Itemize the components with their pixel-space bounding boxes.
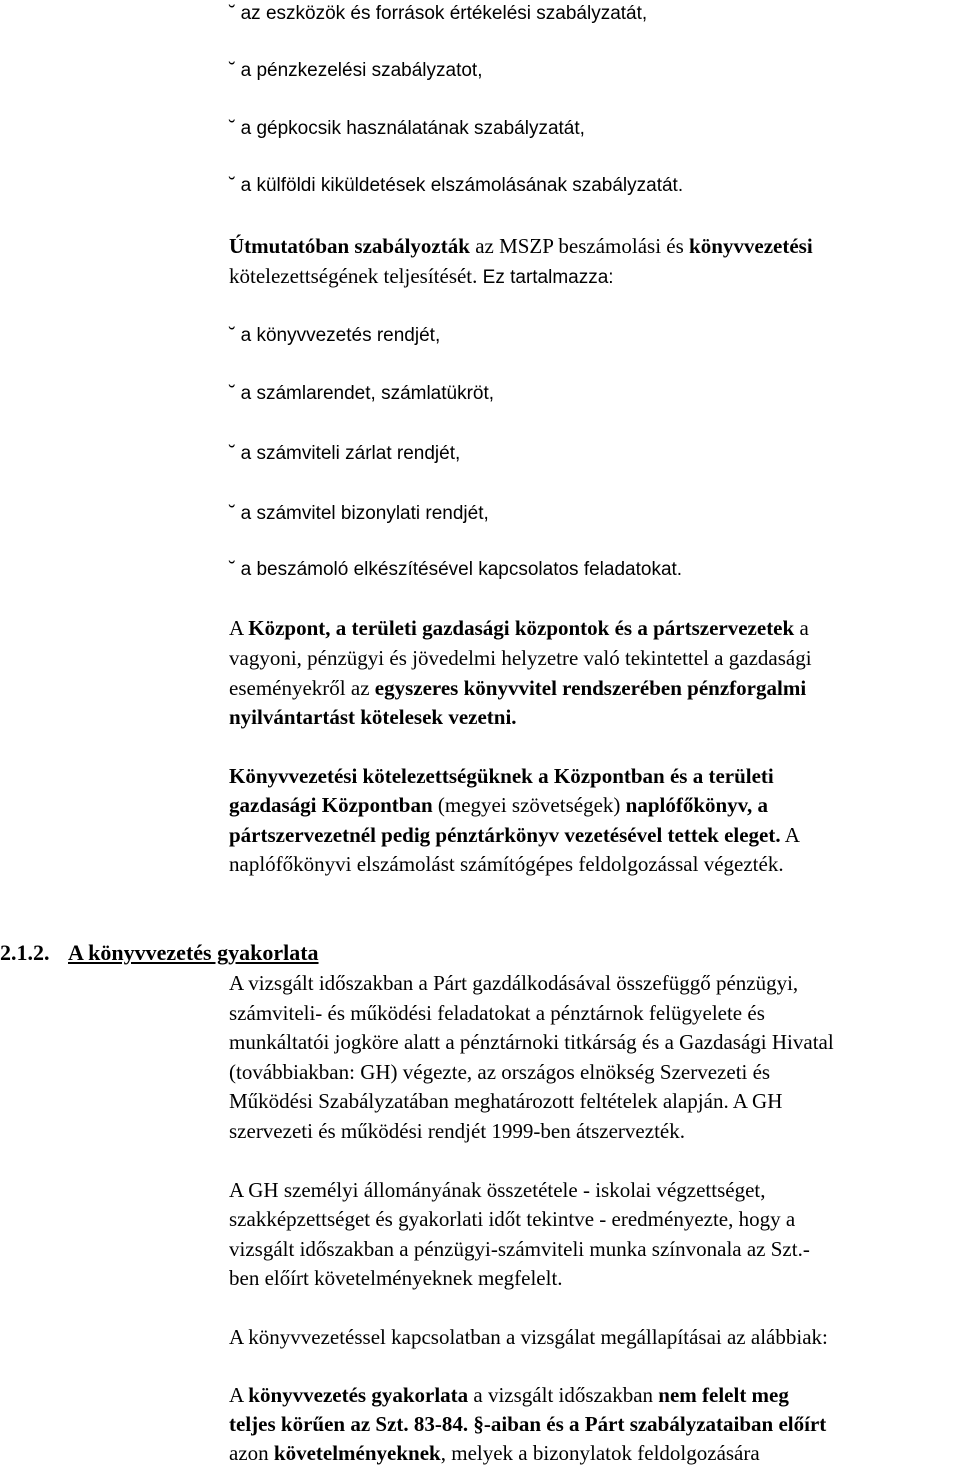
text: (megyei szövetségek) (432, 793, 626, 817)
text: a (794, 616, 809, 640)
section-heading (0, 940, 319, 966)
paragraph-konyvvezetesi-line: Könyvvezetési kötelezettségüknek a Központban és a területi (229, 764, 774, 788)
bold-text: könyvvezetési (689, 234, 813, 258)
paragraph-vizsgalt-line: munkáltatói jogköre alatt a pénztárnoki titkárság és a Gazdasági Hivatal (229, 1030, 834, 1054)
list-item: ˘ az eszközök és források értékelési szabályzatát, (229, 3, 648, 24)
list-item: ˘ a beszámoló elkészítésével kapcsolatos feladatokat. (229, 559, 683, 580)
paragraph-vizsgalt-line: A vizsgált időszakban a Párt gazdálkodásával összefüggő pénzügyi, (229, 971, 799, 995)
paragraph-megallapitasai: A könyvvezetéssel kapcsolatban a vizsgálat megállapításai az alábbiak: (229, 1325, 828, 1349)
section-title: A könyvvezetés gyakorlata (68, 940, 319, 965)
bold-text: gazdasági Központban (229, 793, 433, 817)
text: a vizsgált időszakban (468, 1383, 659, 1407)
bold-text: naplófőkönyv, a (625, 793, 769, 817)
section-number: 2.1.2. (0, 940, 50, 965)
text: kötelezettségének teljesítését. (229, 264, 483, 288)
list-item: ˘ a számvitel bizonylati rendjét, (229, 503, 489, 524)
paragraph-gh-line: szakképzettséget és gyakorlati időt tekintve - eredményezte, hogy a (229, 1207, 796, 1231)
text: , melyek a bizonylatok feldolgozására (440, 1441, 760, 1465)
paragraph-vizsgalt-line: szervezeti és működési rendjét 1999-ben átszervezték. (229, 1119, 685, 1143)
bold-text: egyszeres könyvvitel rendszerében pénzforgalmi (374, 676, 807, 700)
paragraph-konyvvezetesi-line (229, 792, 768, 819)
paragraph-kozpont-line: vagyoni, pénzügyi és jövedelmi helyzetre való tekintettel a gazdasági (229, 646, 812, 670)
bold-text: nem felelt meg (658, 1383, 789, 1407)
text: A (229, 1383, 249, 1407)
paragraph-utmutato-line (229, 233, 813, 260)
bold-text: pártszervezetnél pedig pénztárkönyv vezetésével tettek eleget. (229, 823, 781, 847)
paragraph-gh-line: A GH személyi állományának összetétele - iskolai végzettséget, (229, 1178, 766, 1202)
list-item: ˘ a számviteli zárlat rendjét, (229, 443, 461, 464)
paragraph-gh-line: vizsgált időszakban a pénzügyi-számviteli munka színvonala az Szt.- (229, 1237, 810, 1261)
paragraph-konyvvezetesi-line: naplófőkönyvi elszámolást számítógépes feldolgozással végezték. (229, 852, 784, 876)
list-item: ˘ a gépkocsik használatának szabályzatát, (229, 118, 585, 139)
text: azon (229, 1441, 274, 1465)
paragraph-utmutato-line (229, 263, 614, 292)
list-item: ˘ a külföldi kiküldetések elszámolásának szabályzatát. (229, 175, 684, 196)
paragraph-vizsgalt-line: Működési Szabályzatában meghatározott feltételek alapján. A GH (229, 1089, 783, 1113)
bold-text: Központ, a területi gazdasági központok és a pártszervezetek (248, 616, 795, 640)
paragraph-gh-line: ben előírt követelményeknek megfelelt. (229, 1266, 563, 1290)
text: az MSZP beszámolási és (469, 234, 690, 258)
paragraph-vizsgalt-line: (továbbiakban: GH) végezte, az országos elnökség Szervezeti és (229, 1060, 771, 1084)
text: Ez tartalmazza: (482, 267, 614, 288)
list-item: ˘ a pénzkezelési szabályzatot, (229, 60, 483, 81)
text: A (229, 616, 249, 640)
bold-text: könyvvezetés gyakorlata (248, 1383, 469, 1407)
paragraph-gyakorlata-line (229, 1440, 760, 1467)
paragraph-gyakorlata-line: teljes körűen az Szt. 83-84. §-aiban és a Párt szabályzataiban előírt (229, 1412, 827, 1436)
text: eseményekről az (229, 676, 375, 700)
text: A (780, 823, 800, 847)
paragraph-kozpont-line (229, 615, 809, 642)
paragraph-gyakorlata-line (229, 1382, 789, 1409)
list-item: ˘ a számlarendet, számlatükröt, (229, 383, 495, 404)
bold-text: Útmutatóban szabályozták (229, 234, 470, 258)
paragraph-kozpont-line: nyilvántartást kötelesek vezetni. (229, 705, 517, 729)
paragraph-vizsgalt-line: számviteli- és működési feladatokat a pénztárnok felügyelete és (229, 1001, 765, 1025)
list-item: ˘ a könyvvezetés rendjét, (229, 325, 441, 346)
paragraph-kozpont-line (229, 675, 806, 702)
bold-text: követelményeknek (273, 1441, 441, 1465)
paragraph-konyvvezetesi-line (229, 822, 800, 849)
